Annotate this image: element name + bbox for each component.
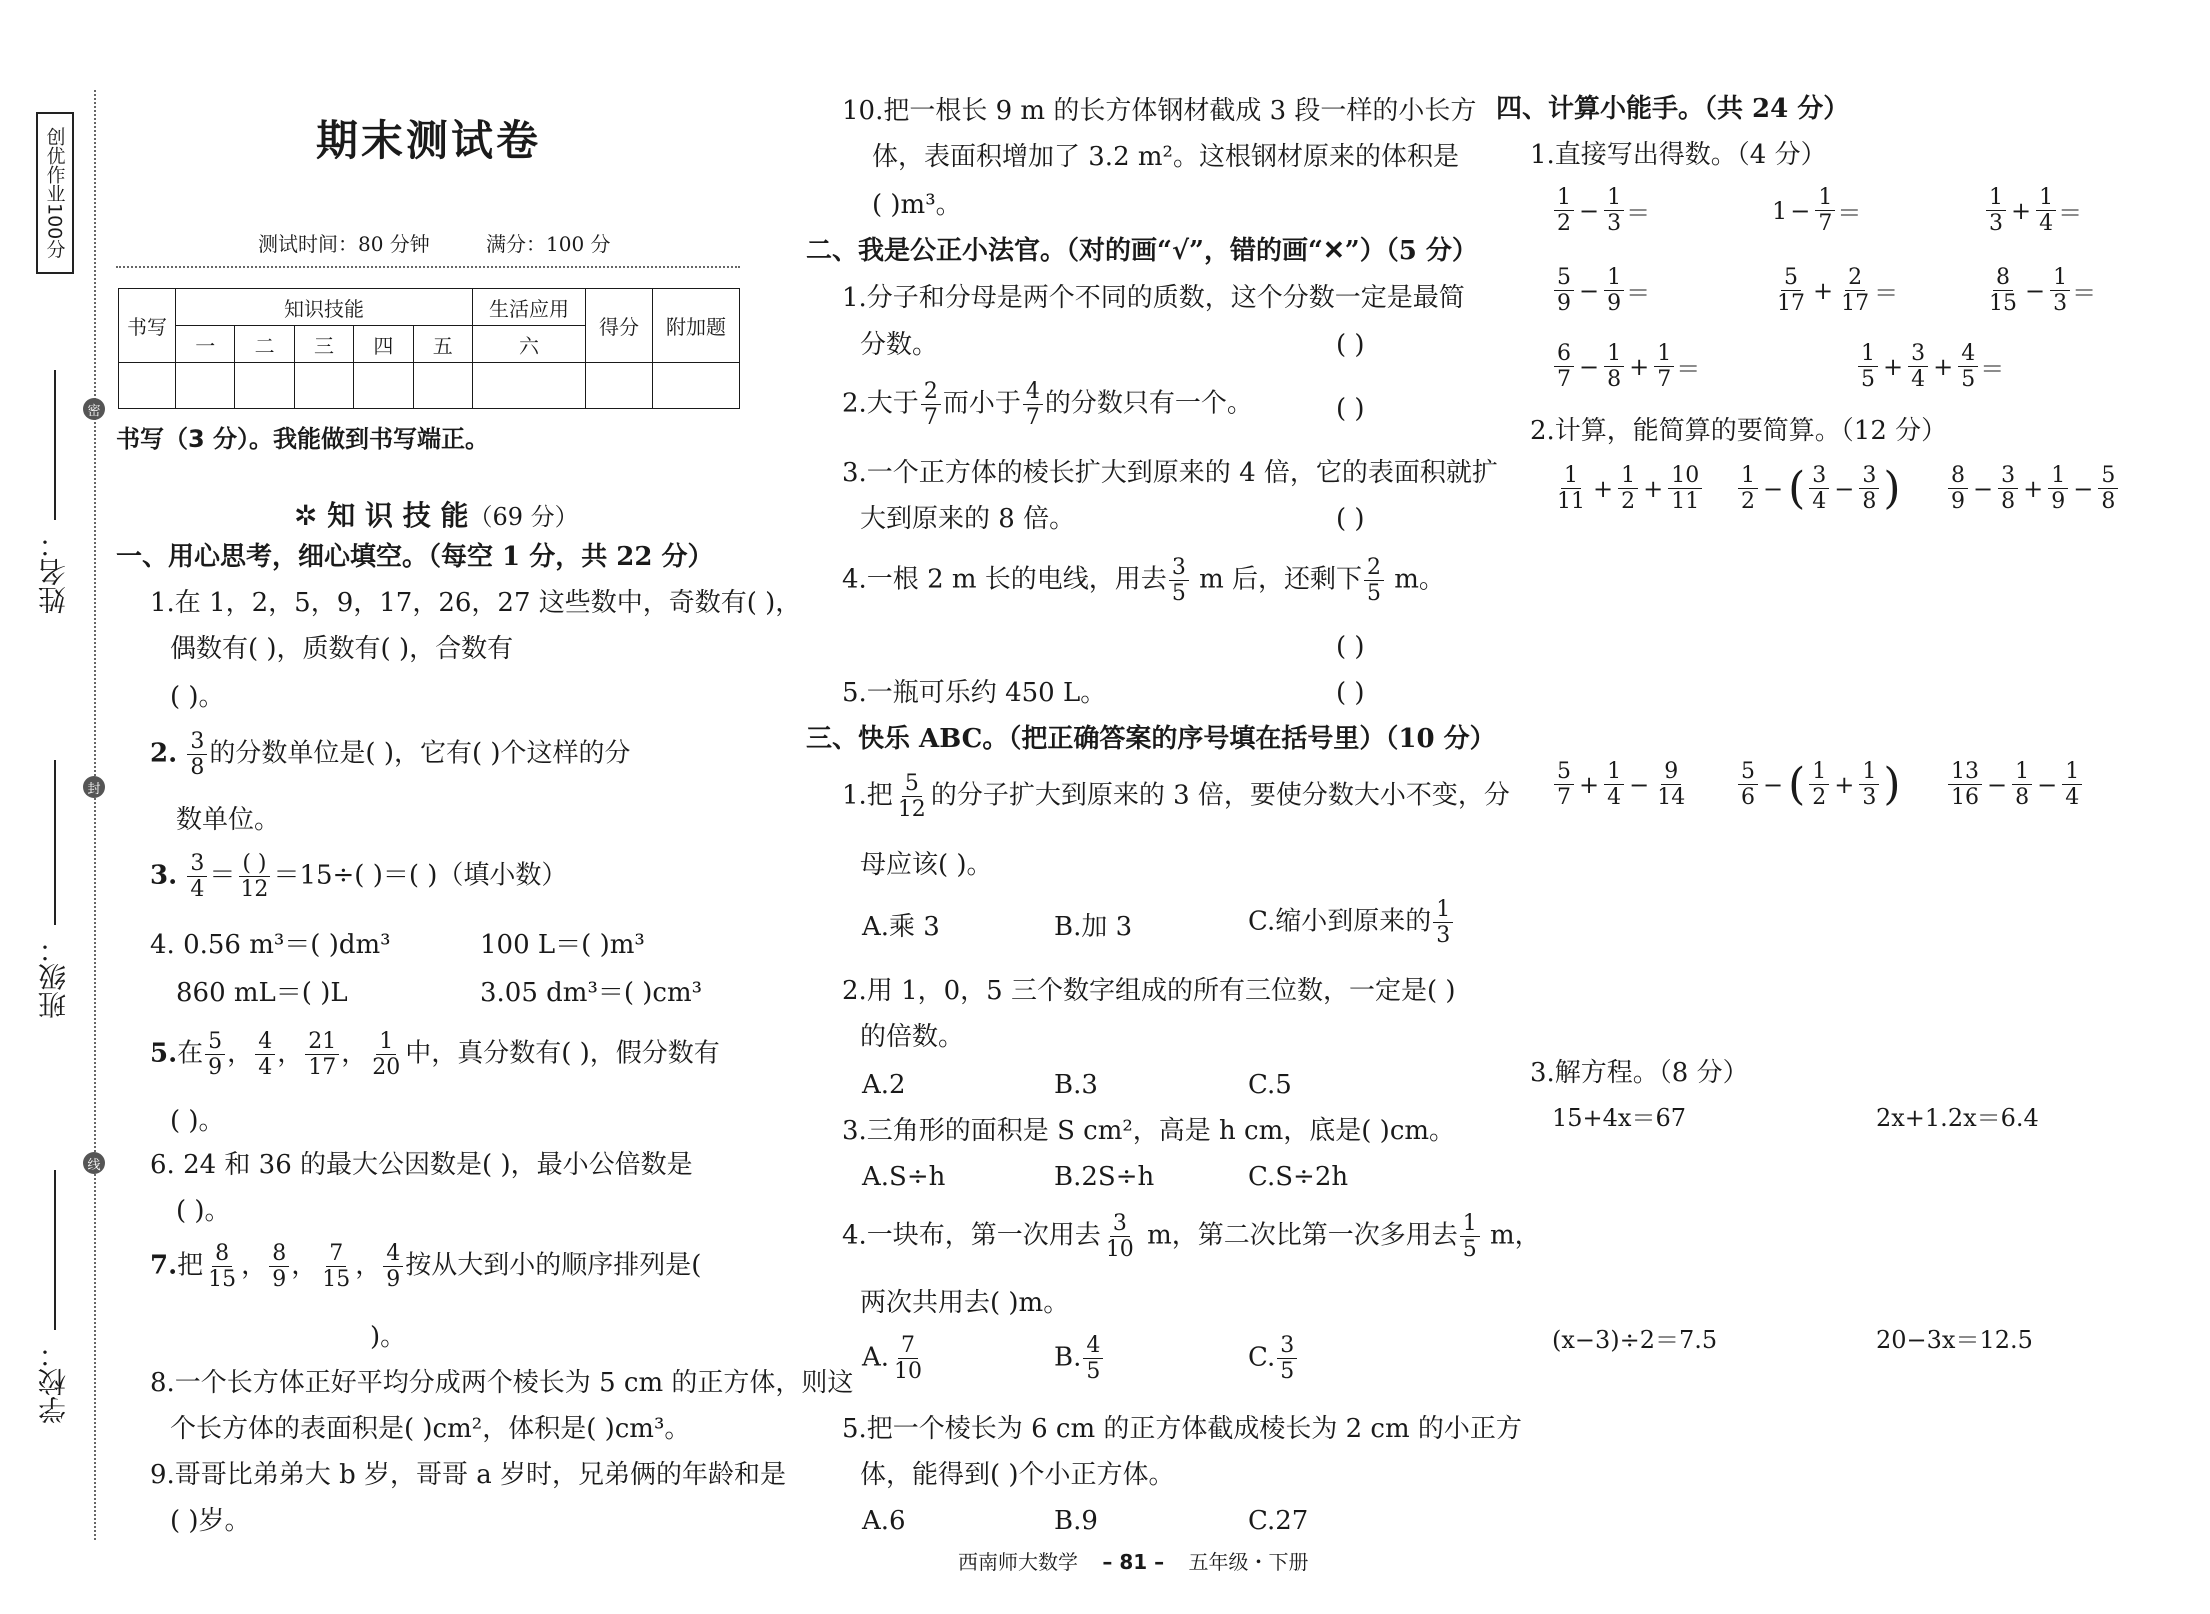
expr-2-2: $\frac{1}{2}$ − ( $\frac{3}{4}$ − $\frac{3}{8}$ ) xyxy=(1736,464,1903,513)
fraction: $\frac{8}{9}$ xyxy=(269,1242,289,1291)
footer-grade: 五年级・下册 xyxy=(1188,1550,1309,1574)
q8-line: 8.一个长方体正好平均分成两个棱长为 5 cm 的正方体，则这 xyxy=(150,1368,854,1398)
writing-note: 书写（3 分）。我能做到书写端正。 xyxy=(116,425,490,453)
brand-badge: 创优作业100分 xyxy=(36,112,74,274)
q4-a: 4. 0.56 m³＝( )dm³ xyxy=(150,930,391,960)
q2-line-a: 2. $\frac{3}{8}$ 的分数单位是( )，它有( )个这样的分 xyxy=(150,729,631,781)
score-cell[interactable] xyxy=(653,363,740,409)
q8-line-b: 个长方体的表面积是( )cm²，体积是( )cm³。 xyxy=(170,1414,691,1444)
section-1-title: 一、用心思考，细心填空。（每空 1 分，共 22 分） xyxy=(116,542,714,572)
choice-5b: 体，能得到( )个小正方体。 xyxy=(860,1460,1175,1490)
fraction: $\frac{4}{7}$ xyxy=(1023,380,1043,429)
calc-3-title: 3.解方程。（8 分） xyxy=(1530,1058,1749,1088)
fraction: $\frac{2}{5}$ xyxy=(1364,556,1384,605)
choice-5-opt-b[interactable]: B.9 xyxy=(1054,1506,1098,1536)
section-3-title: 三、快乐 ABC。（把正确答案的序号填在括号里）（10 分） xyxy=(806,724,1496,754)
q9-line-b: ( )岁。 xyxy=(170,1506,251,1536)
judge-1b: 分数。 xyxy=(860,330,939,360)
choice-1-opt-a[interactable]: A.乘 3 xyxy=(862,912,940,942)
judge-1: 1.分子和分母是两个不同的质数，这个分数一定是最简 xyxy=(842,283,1465,313)
choice-3-opt-b[interactable]: B.2S÷h xyxy=(1054,1162,1155,1192)
col-writing: 书写 xyxy=(119,289,176,363)
q4-d: 3.05 dm³＝( )cm³ xyxy=(480,978,703,1008)
judge-3-answer[interactable]: ( ) xyxy=(1336,504,1365,534)
col-knowledge: 知识技能 xyxy=(176,289,473,326)
seal-hole-feng: 封 xyxy=(83,776,105,798)
q7-line-b: )。 xyxy=(370,1322,407,1352)
class-underline[interactable] xyxy=(54,760,56,925)
fraction: $\frac{1}{3}$ xyxy=(1433,898,1453,947)
q4-c: 860 mL＝( )L xyxy=(176,978,348,1008)
expr-2-5: $\frac{5}{6}$ − ( $\frac{1}{2}$ + $\frac{1}{3}$ ) xyxy=(1736,760,1903,809)
fraction: $\frac{7}{10}$ xyxy=(894,1333,923,1385)
col-6: 六 xyxy=(473,326,586,363)
page-number: – 81 – xyxy=(1102,1550,1165,1574)
fraction: $\frac{5}{12}$ xyxy=(897,771,926,823)
expr-2-6: $\frac{13}{16}$ − $\frac{1}{8}$ − $\frac{1}{4}$ xyxy=(1946,760,2084,809)
fraction: $\frac{2}{7}$ xyxy=(921,380,941,429)
equation-2: 2x+1.2x＝6.4 xyxy=(1876,1104,2039,1132)
school-label: 学校： xyxy=(37,1340,70,1424)
q6-line-b: ( )。 xyxy=(176,1196,231,1226)
q6-line: 6. 24 和 36 的最大公因数是( )，最小公倍数是 xyxy=(150,1150,693,1180)
part-heading xyxy=(294,494,579,534)
fraction: $\frac{1}{5}$ xyxy=(1460,1212,1480,1261)
expr-2-4: $\frac{5}{7}$ + $\frac{1}{4}$ − $\frac{9}{14}$ xyxy=(1552,760,1690,809)
score-cell[interactable] xyxy=(413,363,472,409)
choice-2-opt-a[interactable]: A.2 xyxy=(862,1070,906,1100)
seal-hole-xian: 线 xyxy=(83,1152,105,1174)
footer xyxy=(958,1546,1308,1575)
q9-line: 9.哥哥比弟弟大 b 岁，哥哥 a 岁时，兄弟俩的年龄和是 xyxy=(150,1460,787,1490)
col-extra: 附加题 xyxy=(653,289,740,363)
fraction: $\frac{( )}{12}$ xyxy=(240,851,269,903)
q10-line-a: 10.把一根长 9 m 的长方体钢材截成 3 段一样的小长方 xyxy=(842,96,1477,126)
expr-1-4: $\frac{5}{9}$ − $\frac{1}{9}$ ＝ xyxy=(1552,266,1650,315)
expr-1-3: $\frac{1}{3}$ + $\frac{1}{4}$ ＝ xyxy=(1984,186,2082,235)
q2-line-b: 数单位。 xyxy=(176,805,281,835)
fraction: $\frac{8}{15}$ xyxy=(208,1241,237,1293)
fraction: $\frac{3}{5}$ xyxy=(1169,556,1189,605)
dotted-binding-line xyxy=(94,90,96,1540)
judge-3: 3.一个正方体的棱长扩大到原来的 4 倍，它的表面积就扩 xyxy=(842,458,1498,488)
judge-5-answer[interactable]: ( ) xyxy=(1336,678,1365,708)
test-time: 测试时间：80 分钟 xyxy=(258,232,430,256)
fraction: $\frac{4}{5}$ xyxy=(1083,1334,1103,1383)
score-cell[interactable] xyxy=(586,363,653,409)
score-cell[interactable] xyxy=(354,363,413,409)
col-score: 得分 xyxy=(586,289,653,363)
q4-b: 100 L＝( )m³ xyxy=(480,930,645,960)
calc-2-title: 2.计算，能简算的要简算。（12 分） xyxy=(1530,416,1948,446)
equation-4: 20−3x＝12.5 xyxy=(1876,1326,2033,1354)
expr-1-5: $\frac{5}{17}$ + $\frac{2}{17}$ ＝ xyxy=(1777,265,1899,317)
part-score: （69 分） xyxy=(468,503,579,531)
expr-1-2: 1 − $\frac{1}{7}$ ＝ xyxy=(1772,185,1862,237)
fraction: $\frac{5}{9}$ xyxy=(205,1030,225,1079)
choice-3-opt-a[interactable]: A.S÷h xyxy=(862,1162,946,1192)
q10-line-c: ( )m³。 xyxy=(872,190,962,220)
q7-line: 7.把 $\frac{8}{15}$ ， $\frac{8}{9}$ ， $\frac{7}{15}$ ， $\frac{4}{9}$ 按从大到小的顺序排列是( xyxy=(150,1241,702,1293)
judge-2-answer[interactable]: ( ) xyxy=(1336,394,1365,424)
seal-hole-mi: 密 xyxy=(83,398,105,420)
judge-4-answer[interactable]: ( ) xyxy=(1336,632,1365,662)
page-title: 期末测试卷 xyxy=(316,116,542,165)
col-3: 三 xyxy=(294,326,353,363)
choice-5-opt-c[interactable]: C.27 xyxy=(1248,1506,1309,1536)
choice-2-opt-c[interactable]: C.5 xyxy=(1248,1070,1292,1100)
expr-2-3: $\frac{8}{9}$ − $\frac{3}{8}$ + $\frac{1}{9}$ − $\frac{5}{8}$ xyxy=(1946,464,2120,513)
score-cell[interactable] xyxy=(119,363,176,409)
score-table xyxy=(118,288,740,409)
fraction: $\frac{4}{4}$ xyxy=(255,1030,275,1079)
name-underline[interactable] xyxy=(54,370,56,520)
choice-4: 4.一块布，第一次用去 $\frac{3}{10}$ m，第二次比第一次多用去 $\frac{1}{5}$ m， xyxy=(842,1211,1541,1263)
q3-line: 3. $\frac{3}{4}$ ＝ $\frac{( )}{12}$ ＝15÷( )＝( )（填小数） xyxy=(150,851,568,903)
choice-5: 5.把一个棱长为 6 cm 的正方体截成棱长为 2 cm 的小正方 xyxy=(842,1414,1522,1444)
expr-1-8: $\frac{1}{5}$ + $\frac{3}{4}$ + $\frac{4}{5}$ ＝ xyxy=(1856,342,2004,391)
col-life: 生活应用 xyxy=(473,289,586,326)
section-4-title: 四、计算小能手。（共 24 分） xyxy=(1496,94,1850,124)
q10-line-b: 体，表面积增加了 3.2 m²。这根钢材原来的体积是 xyxy=(872,142,1459,172)
full-score: 满分：100 分 xyxy=(486,232,611,256)
q1-line-a: 1.在 1，2，5，9，17，26，27 这些数中，奇数有( )， xyxy=(150,588,802,618)
fraction: $\frac{4}{9}$ xyxy=(383,1242,403,1291)
col-4: 四 xyxy=(354,326,413,363)
col-1: 一 xyxy=(176,326,235,363)
header-dotted-rule xyxy=(116,266,740,268)
calc-1-title: 1.直接写出得数。（4 分） xyxy=(1530,140,1827,170)
q5-line: 5.在 $\frac{5}{9}$ ， $\frac{4}{4}$ ， $\frac{21}{17}$ ， $\frac{1}{20}$ 中，真分数有( )，假分数有 xyxy=(150,1029,720,1081)
choice-4-opt-b[interactable]: B. $\frac{4}{5}$ xyxy=(1054,1334,1105,1383)
choice-1-opt-c[interactable]: C.缩小到原来的 $\frac{1}{3}$ xyxy=(1248,898,1455,947)
choice-2b: 的倍数。 xyxy=(860,1022,965,1052)
fraction: $\frac{7}{15}$ xyxy=(322,1241,351,1293)
choice-4b: 两次共用去( )m。 xyxy=(860,1288,1070,1318)
section-2-title: 二、我是公正小法官。（对的画“√”，错的画“✕”）（5 分） xyxy=(806,236,1478,266)
q5-line-b: ( )。 xyxy=(170,1106,225,1136)
choice-1b: 母应该( )。 xyxy=(860,850,993,880)
choice-3-opt-c[interactable]: C.S÷2h xyxy=(1248,1162,1349,1192)
judge-5: 5.一瓶可乐约 450 L。 xyxy=(842,678,1107,708)
fraction: $\frac{21}{17}$ xyxy=(305,1030,339,1079)
choice-4-opt-c[interactable]: C. $\frac{3}{5}$ xyxy=(1248,1334,1299,1383)
fraction: $\frac{3}{5}$ xyxy=(1277,1334,1297,1383)
col-2: 二 xyxy=(235,326,294,363)
choice-4-opt-a[interactable]: A. $\frac{7}{10}$ xyxy=(862,1334,927,1383)
choice-5-opt-a[interactable]: A.6 xyxy=(862,1506,906,1536)
fraction: $\frac{3}{8}$ xyxy=(187,730,207,779)
fraction: $\frac{1}{20}$ xyxy=(372,1029,401,1081)
expr-1-6: $\frac{8}{15}$ − $\frac{1}{3}$ ＝ xyxy=(1989,265,2097,317)
choice-2: 2.用 1，0，5 三个数字组成的所有三位数，一定是( ) xyxy=(842,976,1456,1006)
choice-3: 3.三角形的面积是 S cm²，高是 h cm，底是( )cm。 xyxy=(842,1116,1456,1146)
q1-line-c: ( )。 xyxy=(170,682,225,712)
choice-1-opt-b[interactable]: B.加 3 xyxy=(1054,912,1133,942)
expr-2-1: $\frac{1}{11}$ + $\frac{1}{2}$ + $\frac{10}{11}$ xyxy=(1552,464,1704,513)
score-cell[interactable] xyxy=(473,363,586,409)
judge-3b: 大到原来的 8 倍。 xyxy=(860,504,1076,534)
expr-1-7: $\frac{6}{7}$ − $\frac{1}{8}$ + $\frac{1}{7}$ ＝ xyxy=(1552,342,1700,391)
choice-1: 1.把 $\frac{5}{12}$ 的分子扩大到原来的 3 倍，要使分数大小不变，分 xyxy=(842,771,1510,823)
score-cell[interactable] xyxy=(235,363,294,409)
school-underline[interactable] xyxy=(54,1170,56,1330)
footer-publisher: 西南师大数学 xyxy=(958,1550,1078,1574)
score-cell[interactable] xyxy=(294,363,353,409)
expr-1-1: $\frac{1}{2}$ − $\frac{1}{3}$ ＝ xyxy=(1552,186,1650,235)
part-title: ✲ 知 识 技 能 xyxy=(294,499,469,532)
judge-2: 2.大于 $\frac{2}{7}$ 而小于 $\frac{4}{7}$ 的分数只有一个。 xyxy=(842,379,1253,431)
fraction: $\frac{3}{4}$ xyxy=(187,852,207,901)
choice-2-opt-b[interactable]: B.3 xyxy=(1054,1070,1098,1100)
class-label: 班级： xyxy=(37,935,70,1019)
judge-4: 4.一根 2 m 长的电线，用去 $\frac{3}{5}$ m 后，还剩下 $\frac{2}{5}$ m。 xyxy=(842,555,1445,607)
score-cell[interactable] xyxy=(176,363,235,409)
q1-line-b: 偶数有( )，质数有( )，合数有 xyxy=(170,634,514,664)
judge-1-answer[interactable]: ( ) xyxy=(1336,330,1365,360)
equation-1: 15+4x＝67 xyxy=(1552,1104,1686,1132)
equation-3: (x−3)÷2＝7.5 xyxy=(1552,1326,1718,1354)
col-5: 五 xyxy=(413,326,472,363)
name-label: 姓名： xyxy=(37,530,70,614)
fraction: $\frac{3}{10}$ xyxy=(1105,1211,1134,1263)
